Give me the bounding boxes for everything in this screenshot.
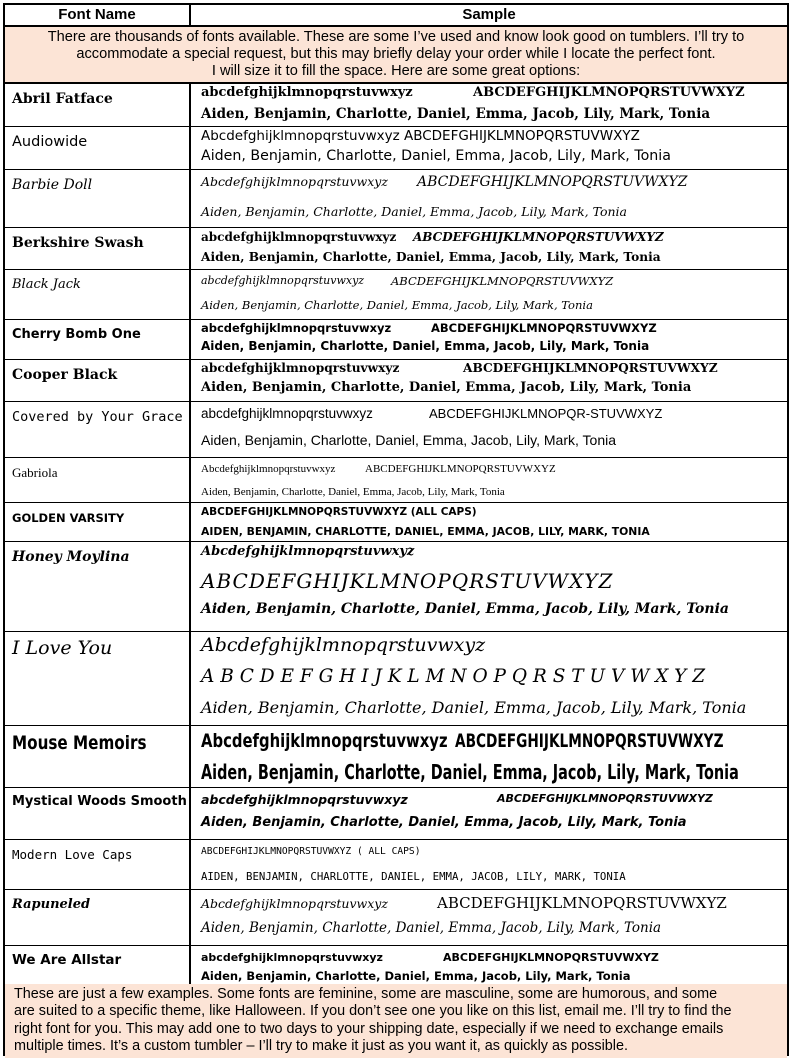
font-sample: [201, 726, 783, 787]
font-row-cherry-bomb-one: [5, 320, 787, 360]
sample-names: Aiden, Benjamin, Charlotte, Daniel, Emma, Jacob, Lily, Mark, Tonia: [201, 815, 687, 830]
sample-uppercase: ABCDEFGHIJKLMNOPQRSTUVWXYZ: [437, 894, 727, 912]
font-row-mystical-woods-smooth: [5, 788, 787, 840]
sample-names: Aiden, Benjamin, Charlotte, Daniel, Emma, Jacob, Lily, Mark, Tonia: [201, 339, 650, 353]
font-row-barbie-doll: [5, 170, 787, 228]
font-name: [5, 726, 191, 787]
font-name: Mystical Woods Smooth: [5, 788, 191, 839]
sample-names: Aiden, Benjamin, Charlotte, Daniel, Emma, Jacob, Lily, Mark, Tonia: [201, 969, 631, 983]
font-row-rapuneled: [5, 890, 787, 946]
intro-note: [5, 27, 787, 84]
font-name: Cooper Black: [5, 360, 191, 401]
font-row-abril-fatface: [5, 84, 787, 127]
header-sample: Sample: [462, 6, 516, 23]
font-sample: [201, 127, 783, 169]
font-sample: [201, 788, 783, 839]
font-name: Gabriola: [5, 458, 191, 502]
font-name: Audiowide: [5, 127, 191, 169]
font-row-covered-by-your-grace: [5, 402, 787, 458]
sample-uppercase: ABCDEFGHIJKLMNOPQRSTUVWXYZ: [455, 730, 724, 752]
sample-names: Aiden, Benjamin, Charlotte, Daniel, Emma, Jacob, Lily, Mark, Tonia: [201, 250, 661, 264]
sample-names: Aiden, Benjamin, Charlotte, Daniel, Emma, Jacob, Lily, Mark, Tonia: [201, 106, 711, 122]
font-name: Covered by Your Grace: [5, 402, 191, 457]
outro-line: These are just a few examples. Some fonts are feminine, some are masculine, some are humorous, and some: [14, 986, 718, 1002]
header-font-name: Font Name: [5, 5, 191, 25]
sample-names: Aiden, Benjamin, Charlotte, Daniel, Emma, Jacob, Lily, Mark, Tonia: [201, 920, 662, 936]
font-row-black-jack: [5, 270, 787, 320]
sample-uppercase: ABCDEFGHIJKLMNOPQRSTUVWXYZ: [463, 361, 718, 375]
sample-lowercase: abcdefghijklmnopqrstuvwxyz: [201, 274, 365, 287]
sample-lowercase: Abcdefghijklmnopqrstuvwxyz: [201, 896, 388, 911]
font-sample: [201, 360, 783, 401]
sample-lowercase: abcdefghijklmnopqrstuvwxyz: [201, 85, 413, 100]
sample-names: AIDEN, BENJAMIN, CHARLOTTE, DANIEL, EMMA, JACOB, LILY, MARK, TONIA: [201, 870, 626, 883]
font-name: Berkshire Swash: [5, 228, 191, 269]
font-sample: [201, 890, 783, 945]
font-sample: [201, 458, 783, 502]
outro-note: [5, 984, 787, 1058]
font-row-gabriola: [5, 458, 787, 503]
font-row-i-love-you: [5, 632, 787, 726]
sample-uppercase: ABCDEFGHIJKLMNOPQRSTUVWXYZ: [365, 463, 556, 475]
sample-lowercase: Abcdefghijklmnopqrstuvwxyz: [201, 174, 388, 189]
outro-line: multiple times. It’s a custom tumbler – I’ll try to make it just as you want it, as quickly as possible.: [14, 1037, 628, 1054]
sample-names: Aiden, Benjamin, Charlotte, Daniel, Emma, Jacob, Lily, Mark, Tonia: [201, 380, 692, 395]
font-row-cooper-black: [5, 360, 787, 402]
font-row-golden-varsity: [5, 503, 787, 542]
outro-line: right font for you. This may add one to two days to your shipping date, especially if we need to exchange emails: [14, 1020, 724, 1037]
intro-line: accommodate a special request, but this may briefly delay your order while I locate the perfect font.: [76, 46, 716, 62]
font-row-mouse-memoirs: [5, 726, 787, 788]
outro-line: are suited to a specific theme, like Halloween. If you don’t see one you like on this list, email me. I’ll try to find the: [14, 1003, 732, 1020]
sample-names: Aiden, Benjamin, Charlotte, Daniel, Emma, Jacob, Lily, Mark, Tonia: [201, 601, 729, 617]
font-name: Abril Fatface: [5, 84, 191, 126]
sample-names: Aiden, Benjamin, Charlotte, Daniel, Emma, Jacob, Lily, Mark, Tonia: [201, 486, 505, 498]
font-name: Honey Moylina: [5, 542, 191, 631]
intro-line: There are thousands of fonts available. These are some I’ve used and know look good on tumblers. I’ll try to: [47, 29, 745, 45]
sample-lowercase: abcdefghijklmnopqrstuvwxyz: [201, 361, 400, 375]
sample-uppercase: ABCDEFGHIJKLMNOPQR-STUVWXYZ: [429, 406, 663, 421]
sample-uppercase: ABCDEFGHIJKLMNOPQRSTUVWXYZ (ALL CAPS): [201, 506, 477, 518]
sample-lowercase: abcdefghijklmnopqrstuvwxyz: [201, 792, 408, 807]
font-row-audiowide: [5, 127, 787, 170]
sample-uppercase: A B C D E F G H I J K L M N O P Q R S T U V W X Y Z: [201, 666, 706, 687]
sample-alphabet: Abcdefghijklmnopqrstuvwxyz ABCDEFGHIJKLMNOPQRSTUVWXYZ: [201, 128, 640, 144]
font-name: Cherry Bomb One: [5, 320, 191, 359]
font-name: We Are Allstar: [5, 946, 191, 984]
sample-names: Aiden, Benjamin, Charlotte, Daniel, Emma, Jacob, Lily, Mark, Tonia: [201, 148, 671, 164]
sample-lowercase: Abcdefghijklmnopqrstuvwxyz: [201, 634, 486, 656]
font-sample: [201, 228, 783, 269]
sample-uppercase: ABCDEFGHIJKLMNOPQRSTUVWXYZ: [413, 230, 664, 244]
font-row-modern-love-caps: [5, 840, 787, 890]
sample-names: Aiden, Benjamin, Charlotte, Daniel, Emma, Jacob, Lily, Mark, Tonia: [201, 204, 628, 219]
sample-lowercase: abcdefghijklmnopqrstuvwxyz: [201, 951, 383, 964]
sample-uppercase: ABCDEFGHIJKLMNOPQRSTUVWXYZ ( ALL CAPS): [201, 846, 421, 857]
font-row-honey-moylina: [5, 542, 787, 632]
sample-uppercase: ABCDEFGHIJKLMNOPQRSTUVWXYZ: [431, 321, 657, 335]
font-name: Black Jack: [5, 270, 191, 319]
font-name: Rapuneled: [5, 890, 191, 945]
font-sample: [201, 170, 783, 227]
sample-names: AIDEN, BENJAMIN, CHARLOTTE, DANIEL, EMMA, JACOB, LILY, MARK, TONIA: [201, 525, 650, 538]
intro-line: I will size it to fill the space. Here are some great options:: [211, 63, 581, 79]
font-sample: [201, 632, 783, 725]
font-row-we-are-allstar: [5, 946, 787, 984]
font-name: I Love You: [5, 632, 191, 725]
font-sample: [201, 946, 783, 984]
sample-lowercase: Abcdefghijklmnopqrstuvwxyz: [201, 463, 336, 475]
font-name: Modern Love Caps: [5, 840, 191, 889]
font-sample: [201, 320, 783, 359]
sample-uppercase: ABCDEFGHIJKLMNOPQRSTUVWXYZ: [497, 792, 713, 805]
sample-uppercase: ABCDEFGHIJKLMNOPQRSTUVWXYZ: [391, 274, 614, 288]
table-header: [5, 5, 787, 27]
sample-names: Aiden, Benjamin, Charlotte, Daniel, Emma, Jacob, Lily, Mark, Tonia: [201, 698, 747, 717]
font-sample: [201, 840, 783, 889]
sample-uppercase: ABCDEFGHIJKLMNOPQRSTUVWXYZ: [201, 569, 614, 593]
font-chart: [3, 3, 789, 1056]
font-name: Barbie Doll: [5, 170, 191, 227]
sample-lowercase: abcdefghijklmnopqrstuvwxyz: [201, 406, 373, 421]
sample-lowercase: abcdefghijklmnopqrstuvwxyz: [201, 321, 392, 335]
sample-uppercase: ABCDEFGHIJKLMNOPQRSTUVWXYZ: [443, 951, 659, 964]
font-name: GOLDEN VARSITY: [5, 503, 191, 541]
sample-names: Aiden, Benjamin, Charlotte, Daniel, Emma, Jacob, Lily, Mark, Tonia: [201, 298, 593, 312]
sample-names: Aiden, Benjamin, Charlotte, Daniel, Emma, Jacob, Lily, Mark, Tonia: [201, 432, 617, 448]
font-sample: [201, 542, 783, 631]
sample-names: Aiden, Benjamin, Charlotte, Daniel, Emma, Jacob, Lily, Mark, Tonia: [201, 760, 739, 784]
font-sample: [201, 84, 783, 126]
font-name-label: Mouse Memoirs: [12, 732, 147, 754]
sample-lowercase: abcdefghijklmnopqrstuvwxyz: [201, 230, 397, 244]
font-row-berkshire-swash: [5, 228, 787, 270]
font-sample: [201, 270, 783, 319]
font-sample: [201, 503, 783, 541]
sample-uppercase: ABCDEFGHIJKLMNOPQRSTUVWXYZ: [473, 85, 745, 100]
sample-lowercase: Abcdefghijklmnopqrstuvwxyz: [201, 730, 448, 752]
sample-uppercase: ABCDEFGHIJKLMNOPQRSTUVWXYZ: [417, 174, 688, 190]
font-sample: [201, 402, 783, 457]
sample-lowercase: Abcdefghijklmnopqrstuvwxyz: [201, 544, 415, 559]
